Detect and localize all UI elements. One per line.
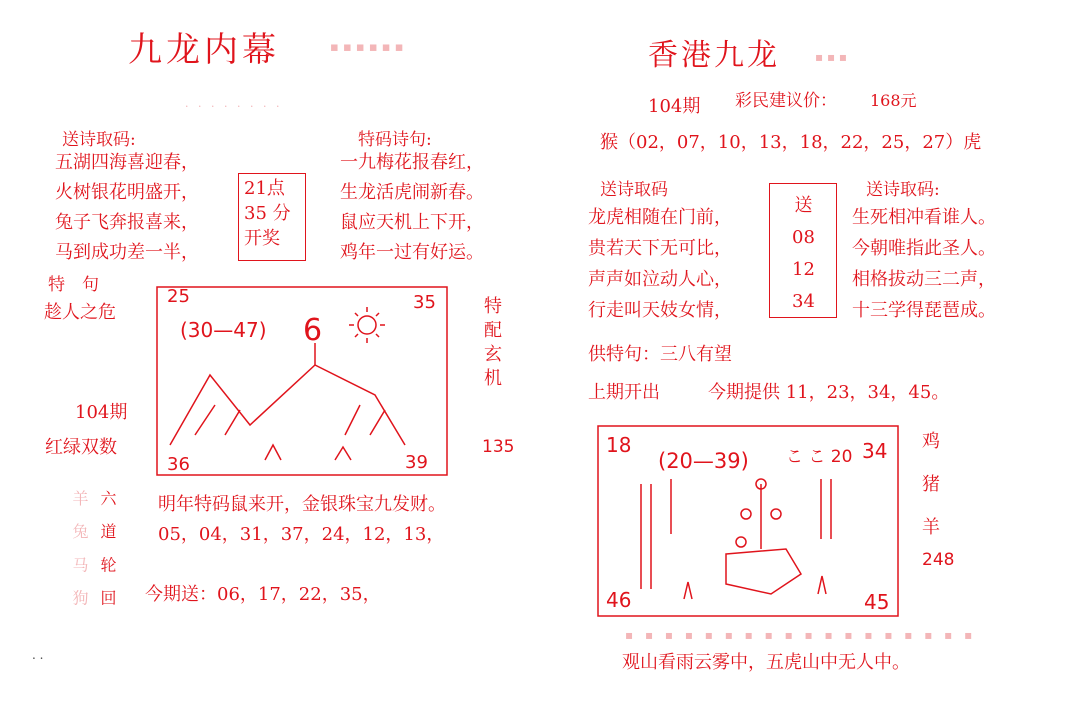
left-poem-special xyxy=(340,148,484,268)
provide-line: 今期提供 11，23，34，45。 xyxy=(708,382,950,403)
extra-label: こ こ 20 xyxy=(786,447,853,467)
poem-line: 今朝唯指此圣人。 xyxy=(852,238,996,259)
left-poem-special-header: 特码诗句: xyxy=(358,130,432,150)
left-side-vertical: 特配玄机 xyxy=(481,296,502,392)
left-title: 九龙内幕 xyxy=(128,30,280,70)
special-phrase-text: 趁人之危 xyxy=(44,302,116,323)
time-minute: 35 分 xyxy=(244,203,291,224)
corner-tr: 34 xyxy=(862,439,888,463)
right-footer: 观山看雨云雾中，五虎山中无人中。 xyxy=(622,652,910,673)
poem-line: 龙虎相随在门前， xyxy=(588,207,732,228)
poem-line: 鸡年一过有好运。 xyxy=(340,242,484,263)
poem-line: 声声如泣动人心， xyxy=(588,269,732,290)
animals-vertical xyxy=(922,420,940,549)
range-label: (20—39) xyxy=(658,449,749,473)
poem-line: 兔子飞奔报喜来， xyxy=(55,212,199,233)
right-title: 香港九龙 xyxy=(648,38,780,73)
poem-line: 一九梅花报春红， xyxy=(340,152,484,173)
send-box-text xyxy=(792,190,815,318)
corner-bl: 36 xyxy=(167,454,190,475)
left-side-number: 135 xyxy=(482,437,515,457)
last-label: 上期开出 xyxy=(588,382,660,403)
poem-line: 火树银花明盛开， xyxy=(55,182,199,203)
right-faint-line: ▪ ▪ ▪ ▪ ▪ ▪ ▪ ▪ ▪ ▪ ▪ ▪ ▪ ▪ ▪ ▪ ▪ ▪ xyxy=(625,628,977,642)
year-line: 明年特码鼠来开，金银珠宝九发财。 xyxy=(158,494,446,515)
time-hour: 21点 xyxy=(244,178,285,199)
left-poem-send xyxy=(55,148,199,268)
red-green-label: 红绿双数 xyxy=(45,437,117,458)
poem-line: 五湖四海喜迎春， xyxy=(55,152,199,173)
price-label: 彩民建议价： xyxy=(735,91,837,111)
bottom-left-chars: 羊 兔 马 狗 xyxy=(70,490,89,612)
animal-label: 羊 xyxy=(922,517,940,538)
right-issue: 104期 xyxy=(648,96,701,117)
animal-label: 猪 xyxy=(922,474,940,495)
flower-drawing xyxy=(641,479,831,599)
poem-line: 相格拔动三二声， xyxy=(852,269,996,290)
bottom-mid-chars: 六 道 轮 回 xyxy=(98,490,117,612)
corner-tl: 25 xyxy=(167,286,190,307)
right-send-left: 送诗取码 xyxy=(600,180,668,200)
numbers-line: 05，04，31，37，24，12，13， xyxy=(158,524,445,545)
right-poem-right xyxy=(852,202,996,326)
right-diagram xyxy=(596,424,901,619)
special-phrase-label: 特 句 xyxy=(48,275,99,295)
poem-line: 马到成功差一半， xyxy=(55,242,199,263)
time-box-text xyxy=(244,176,291,251)
corner-tl: 18 xyxy=(606,433,632,457)
left-title-faint: ▪ ▪ ▪ ▪ ▪ ▪ xyxy=(330,40,404,55)
right-side-number: 248 xyxy=(922,550,955,570)
send-box-number: 12 xyxy=(792,259,815,280)
mountain-drawing xyxy=(170,343,405,460)
corner-bl: 46 xyxy=(606,588,632,612)
corner-br: 39 xyxy=(405,452,428,473)
poem-line: 十三学得琵琶成。 xyxy=(852,300,996,321)
animal-label: 鸡 xyxy=(922,431,940,452)
price-value: 168元 xyxy=(870,91,917,110)
left-subtitle-faint: · · · · · · · · xyxy=(185,100,283,113)
speck-dots: . . xyxy=(32,648,44,662)
left-poem-send-header: 送诗取码: xyxy=(62,130,136,150)
poem-line: 行走叫天妓女情， xyxy=(588,300,732,321)
corner-br: 45 xyxy=(864,590,890,614)
right-title-faint: ▪ ▪ ▪ xyxy=(815,50,848,64)
special-line: 供特句：三八有望 xyxy=(588,344,732,365)
send-box-number: 08 xyxy=(792,227,815,248)
poem-line: 生龙活虎闹新春。 xyxy=(340,182,484,203)
sun-icon xyxy=(349,307,385,343)
monkey-line: 猴（02，07，10，13，18，22，25，27）虎 xyxy=(600,132,982,153)
poem-line: 贵若天下无可比， xyxy=(588,238,732,259)
digit-label: 6 xyxy=(303,313,323,348)
left-issue: 104期 xyxy=(75,402,128,423)
poem-line: 生死相冲看谁人。 xyxy=(852,207,996,228)
send-line: 今期送：06，17，22，35， xyxy=(145,584,381,605)
right-poem-left xyxy=(588,202,732,326)
time-draw: 开奖 xyxy=(244,228,280,249)
range-label: (30—47) xyxy=(180,318,267,342)
send-box-number: 34 xyxy=(792,291,815,312)
right-send-right: 送诗取码: xyxy=(866,180,940,200)
send-box-label: 送 xyxy=(794,195,813,216)
left-diagram xyxy=(155,285,450,480)
poem-line: 鼠应天机上下开， xyxy=(340,212,484,233)
corner-tr: 35 xyxy=(413,292,436,313)
